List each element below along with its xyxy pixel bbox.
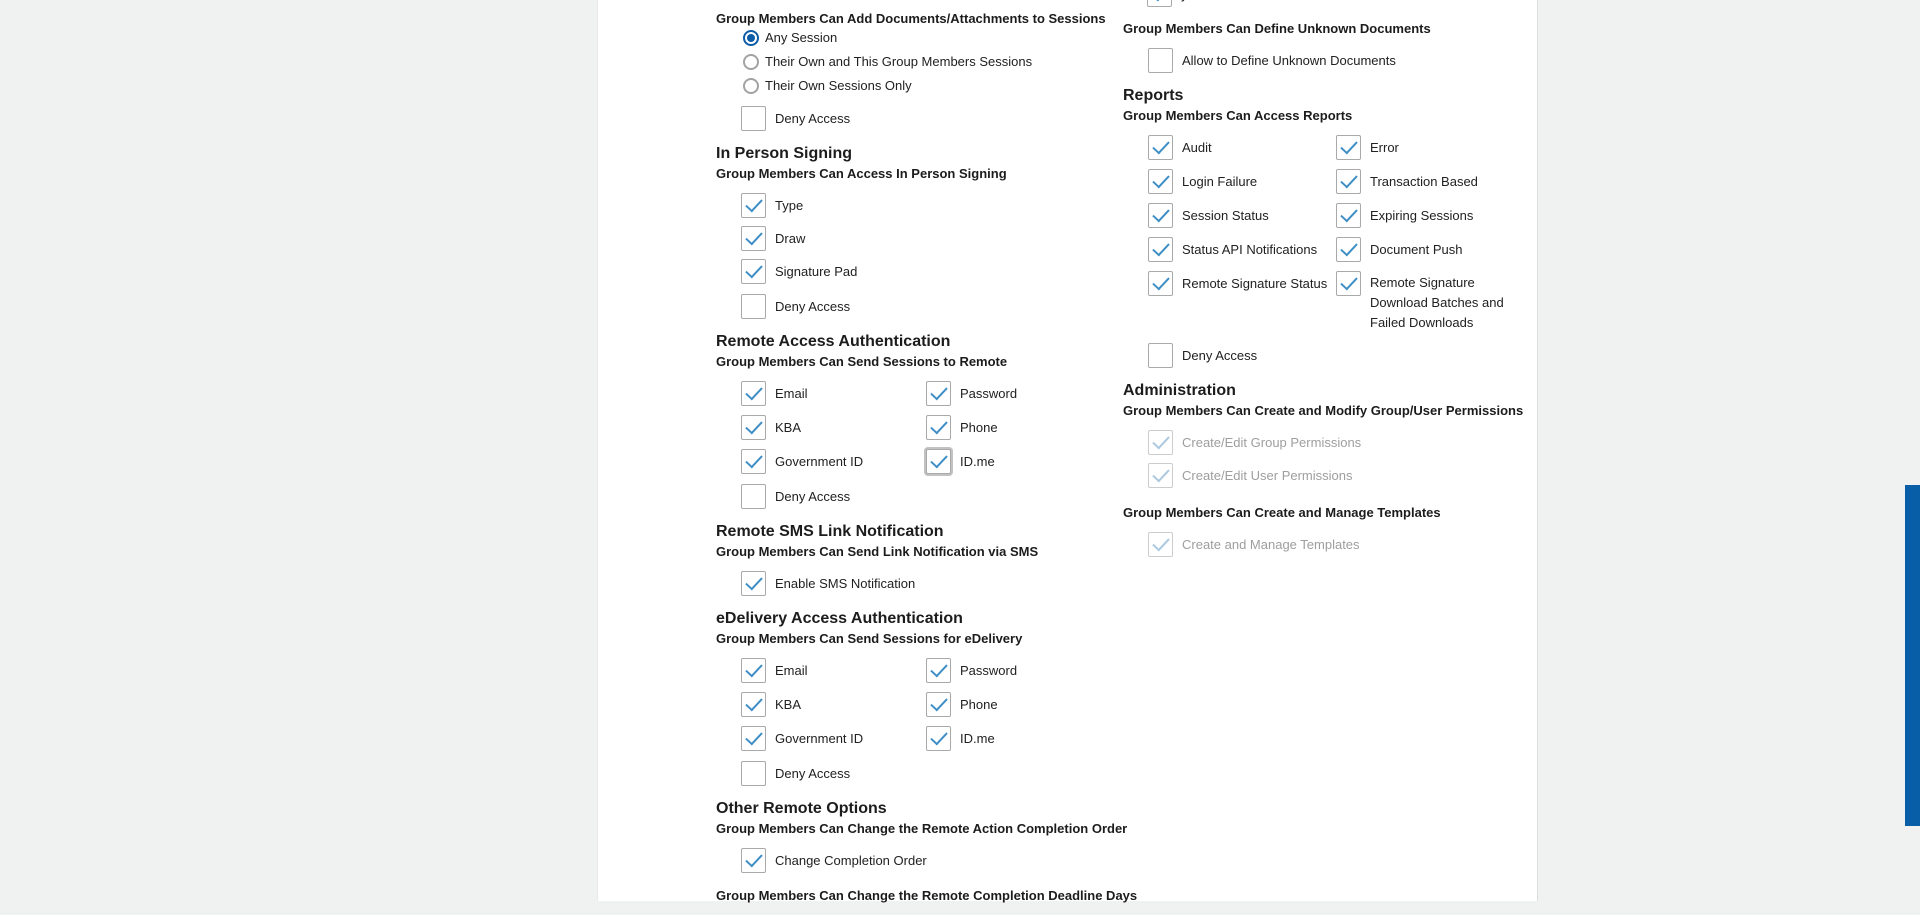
checkbox-label-kba: KBA xyxy=(775,696,802,712)
clipped-top-row xyxy=(1147,0,1188,7)
report-audit-row xyxy=(1148,135,1336,160)
checkbox-edelivery-government-id[interactable] xyxy=(741,726,766,751)
checkbox-report-login-failure[interactable] xyxy=(1148,169,1173,194)
in-person-signing-heading: In Person Signing xyxy=(716,145,853,162)
remote-sms-heading: Remote SMS Link Notification xyxy=(716,523,944,540)
radio-label-their-own-and-group: Their Own and This Group Members Sessions xyxy=(765,54,1033,69)
create-manage-templates-row xyxy=(1148,532,1535,557)
report-session-status-row xyxy=(1148,203,1336,228)
checkbox-change-completion-order[interactable] xyxy=(741,848,766,873)
radio-row-any-session xyxy=(743,28,1136,48)
checkbox-report-expiring-sessions[interactable] xyxy=(1336,203,1361,228)
checkbox-label-transaction-based: Transaction Based xyxy=(1370,173,1478,189)
checkbox-label-email: Email xyxy=(775,385,808,401)
other-remote-options-heading: Other Remote Options xyxy=(716,800,887,817)
checkbox-label-create-manage-templates: Create and Manage Templates xyxy=(1182,536,1360,552)
edelivery-group-label: Group Members Can Send Sessions for eDelivery xyxy=(716,631,1023,646)
enable-sms-row xyxy=(741,571,1136,596)
edelivery-email-row xyxy=(741,658,926,683)
edelivery-kba-row xyxy=(741,692,926,717)
completion-deadline-group-label: Group Members Can Change the Remote Completion Deadline Days xyxy=(716,888,1138,903)
checkbox-create-edit-group-permissions xyxy=(1148,430,1173,455)
checkbox-enable-sms[interactable] xyxy=(741,571,766,596)
checkbox-label-password: Password xyxy=(960,662,1018,678)
checkbox-remote-kba[interactable] xyxy=(741,415,766,440)
right-column xyxy=(1123,20,1535,565)
remote-government-id-row xyxy=(741,449,926,474)
change-completion-order-group-label: Group Members Can Change the Remote Action Completion Order xyxy=(716,821,1128,836)
remote-access-deny-row xyxy=(741,484,1136,509)
checkbox-report-audit[interactable] xyxy=(1148,135,1173,160)
checkbox-label-remote-signature-download: Remote Signature Download Batches and Failed Downloads xyxy=(1370,275,1504,330)
checkbox-label-enable-sms: Enable SMS Notification xyxy=(775,575,916,591)
checkbox-label-error: Error xyxy=(1370,139,1399,155)
checkbox-label-expiring-sessions: Expiring Sessions xyxy=(1370,207,1474,223)
checkbox-edelivery-kba[interactable] xyxy=(741,692,766,717)
checkbox-label-email: Email xyxy=(775,662,808,678)
edelivery-government-id-row xyxy=(741,726,926,751)
report-status-api-row xyxy=(1148,237,1336,262)
remote-idme-row xyxy=(926,449,1136,474)
manage-templates-group-label: Group Members Can Create and Manage Templates xyxy=(1123,505,1441,520)
change-completion-order-row xyxy=(741,848,1136,873)
checkbox-label-phone: Phone xyxy=(960,696,998,712)
scrollbar-thumb[interactable] xyxy=(1905,485,1920,826)
checkbox-label-deny-access: Deny Access xyxy=(775,765,851,781)
report-error-row xyxy=(1336,135,1535,160)
checkbox-edelivery-password[interactable] xyxy=(926,658,951,683)
in-person-group-label: Group Members Can Access In Person Signing xyxy=(716,166,1007,181)
checkbox-label-status-api: Status API Notifications xyxy=(1182,241,1318,257)
radio-their-own-and-group[interactable] xyxy=(743,54,759,70)
checkbox-label-document-push: Document Push xyxy=(1370,241,1463,257)
checkbox-remote-idme[interactable] xyxy=(926,449,951,474)
checkbox-label-session-status: Session Status xyxy=(1182,207,1269,223)
left-column xyxy=(716,10,1136,915)
create-edit-user-permissions-row xyxy=(1148,463,1535,488)
in-person-deny-row xyxy=(741,294,1136,319)
checkbox-report-session-status[interactable] xyxy=(1148,203,1173,228)
modify-permissions-group-label: Group Members Can Create and Modify Group/User Permissions xyxy=(1123,403,1524,418)
checkbox-label-deny-access: Deny Access xyxy=(775,298,851,314)
edelivery-password-row xyxy=(926,658,1136,683)
checkbox-remote-password[interactable] xyxy=(926,381,951,406)
checkbox-report-status-api[interactable] xyxy=(1148,237,1173,262)
create-edit-group-permissions-row xyxy=(1148,430,1535,455)
remote-email-row xyxy=(741,381,926,406)
checkbox-label-idme: ID.me xyxy=(960,453,995,469)
checkbox-label-type: Type xyxy=(775,197,804,213)
checkbox-label-kba: KBA xyxy=(775,419,802,435)
checkbox-label-phone: Phone xyxy=(960,419,998,435)
edelivery-deny-row xyxy=(741,761,1136,786)
checkbox-label-change-completion-order: Change Completion Order xyxy=(775,852,927,868)
in-person-draw-row xyxy=(741,226,1136,251)
checkbox-label-deny-access: Deny Access xyxy=(775,488,851,504)
add-documents-group-label: Group Members Can Add Documents/Attachments to Sessions xyxy=(716,11,1106,26)
edelivery-checkbox-grid xyxy=(741,658,1136,751)
checkbox-label-draw: Draw xyxy=(775,230,806,246)
remote-password-row xyxy=(926,381,1136,406)
checkbox-label-password: Password xyxy=(960,385,1018,401)
radio-row-their-own-and-group xyxy=(743,52,1136,72)
checkbox-type[interactable] xyxy=(741,193,766,218)
edelivery-idme-row xyxy=(926,726,1136,751)
checkbox-clipped-top[interactable] xyxy=(1147,0,1172,7)
permissions-panel xyxy=(597,0,1538,901)
checkbox-report-remote-signature-status[interactable] xyxy=(1148,271,1173,296)
radio-their-own-only[interactable] xyxy=(743,78,759,94)
radio-label-any-session: Any Session xyxy=(765,30,838,45)
reports-group-label: Group Members Can Access Reports xyxy=(1123,108,1353,123)
add-documents-deny-row xyxy=(741,106,1136,131)
radio-row-their-own-only xyxy=(743,76,1136,96)
checkbox-add-documents-deny[interactable] xyxy=(741,106,766,131)
checkbox-edelivery-email[interactable] xyxy=(741,658,766,683)
checkbox-remote-government-id[interactable] xyxy=(741,449,766,474)
remote-phone-row xyxy=(926,415,1136,440)
checkbox-signature-pad[interactable] xyxy=(741,259,766,284)
allow-define-unknown-row xyxy=(1148,48,1535,73)
checkbox-edelivery-phone[interactable] xyxy=(926,692,951,717)
checkbox-edelivery-deny[interactable] xyxy=(741,761,766,786)
checkbox-create-edit-user-permissions xyxy=(1148,463,1173,488)
report-document-push-row xyxy=(1336,237,1535,262)
remote-sms-group-label: Group Members Can Send Link Notification via SMS xyxy=(716,544,1039,559)
report-login-failure-row xyxy=(1148,169,1336,194)
remote-access-auth-heading: Remote Access Authentication xyxy=(716,333,951,350)
checkbox-label-create-edit-group-permissions: Create/Edit Group Permissions xyxy=(1182,434,1362,450)
reports-heading: Reports xyxy=(1123,87,1184,104)
checkbox-label-deny-access: Deny Access xyxy=(775,110,851,126)
reports-deny-row xyxy=(1148,343,1535,368)
report-remote-signature-download-row xyxy=(1336,271,1535,333)
report-remote-signature-status-row xyxy=(1148,271,1336,296)
checkbox-report-document-push[interactable] xyxy=(1336,237,1361,262)
edelivery-phone-row xyxy=(926,692,1136,717)
checkbox-label-create-edit-user-permissions: Create/Edit User Permissions xyxy=(1182,467,1353,483)
in-person-type-row xyxy=(741,193,1136,218)
radio-label-their-own-only: Their Own Sessions Only xyxy=(765,78,912,93)
checkbox-report-transaction-based[interactable] xyxy=(1336,169,1361,194)
report-expiring-sessions-row xyxy=(1336,203,1535,228)
checkbox-in-person-deny[interactable] xyxy=(741,294,766,319)
define-unknown-group-label: Group Members Can Define Unknown Documents xyxy=(1123,21,1431,36)
checkbox-label-deny-access: Deny Access xyxy=(1182,347,1258,363)
checkbox-remote-email[interactable] xyxy=(741,381,766,406)
checkbox-draw[interactable] xyxy=(741,226,766,251)
checkbox-label-allow-define-unknown: Allow to Define Unknown Documents xyxy=(1182,52,1396,68)
administration-heading: Administration xyxy=(1123,382,1236,399)
radio-any-session[interactable] xyxy=(743,30,759,46)
edelivery-heading: eDelivery Access Authentication xyxy=(716,610,963,627)
checkbox-label-signature-pad: Signature Pad xyxy=(775,263,858,279)
checkbox-label-clipped-top xyxy=(1181,0,1188,4)
remote-kba-row xyxy=(741,415,926,440)
checkbox-report-remote-signature-download[interactable] xyxy=(1336,271,1361,296)
checkbox-reports-deny[interactable] xyxy=(1148,343,1173,368)
checkbox-report-error[interactable] xyxy=(1336,135,1361,160)
remote-access-group-label: Group Members Can Send Sessions to Remote xyxy=(716,354,1008,369)
checkbox-remote-phone[interactable] xyxy=(926,415,951,440)
checkbox-create-manage-templates xyxy=(1148,532,1173,557)
checkbox-edelivery-idme[interactable] xyxy=(926,726,951,751)
checkbox-label-remote-signature-status: Remote Signature Status xyxy=(1182,275,1328,291)
checkbox-remote-access-deny[interactable] xyxy=(741,484,766,509)
checkbox-label-government-id: Government ID xyxy=(775,453,864,469)
checkbox-label-idme: ID.me xyxy=(960,730,995,746)
checkbox-allow-define-unknown[interactable] xyxy=(1148,48,1173,73)
checkbox-label-audit: Audit xyxy=(1182,139,1212,155)
remote-access-checkbox-grid xyxy=(741,381,1136,474)
in-person-signature-pad-row xyxy=(741,259,1136,284)
report-transaction-based-row xyxy=(1336,169,1535,194)
checkbox-label-login-failure: Login Failure xyxy=(1182,173,1258,189)
reports-checkbox-grid xyxy=(1148,135,1535,333)
checkbox-label-government-id: Government ID xyxy=(775,730,864,746)
